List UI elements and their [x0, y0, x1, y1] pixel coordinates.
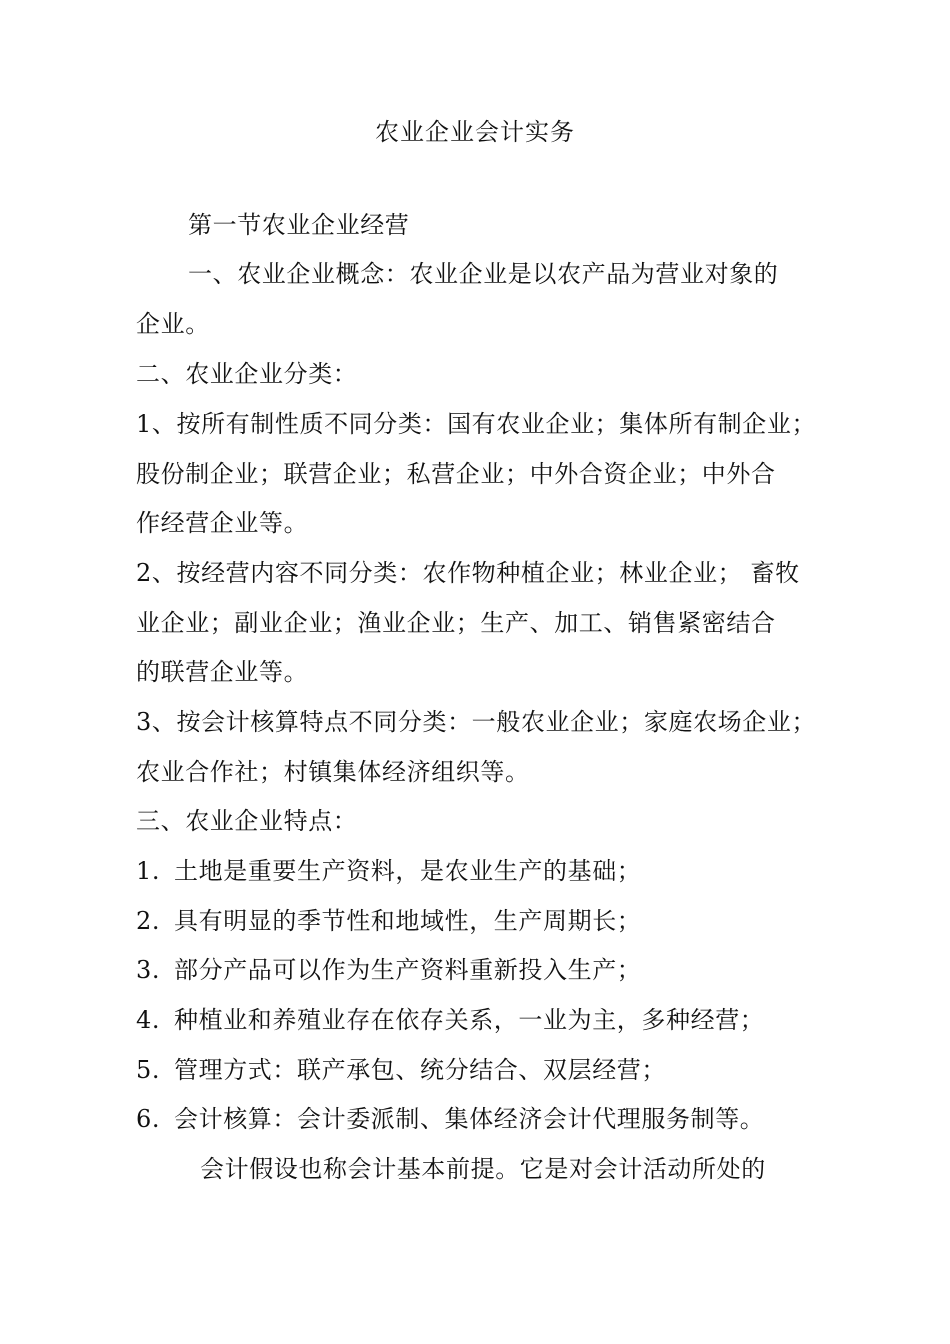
feature-text: 部分产品可以作为生产资料重新投入生产；: [174, 956, 642, 984]
feature-text: 管理方式：联产承包、统分结合、双层经营；: [174, 1056, 666, 1084]
feature-number: 2.: [136, 907, 161, 935]
feature-text: 种植业和养殖业存在依存关系，一业为主，多种经营；: [174, 1006, 765, 1034]
classification-item-2-line-1: 2、按经营内容不同分类：农作物种植企业；林业企业； 畜牧: [136, 559, 800, 587]
classification-item-1-line-3: 作经营企业等。: [136, 509, 309, 537]
feature-item: [136, 853, 641, 889]
feature-item: [136, 1052, 666, 1088]
concept-line-1: 一、农业企业概念：农业企业是以农产品为营业对象的: [188, 260, 779, 288]
feature-number: 1.: [136, 857, 161, 885]
features-heading: 三、农业企业特点：: [136, 807, 358, 835]
section-heading: 第一节农业企业经营: [188, 211, 410, 239]
feature-number: 3.: [136, 956, 161, 984]
classification-item-2-line-3: 的联营企业等。: [136, 658, 309, 686]
classification-item-3-line-2: 农业合作社；村镇集体经济组织等。: [136, 758, 530, 786]
classification-item-3-line-1: 3、按会计核算特点不同分类：一般农业企业；家庭农场企业；: [136, 708, 817, 736]
concept-line-2: 企业。: [136, 310, 210, 338]
feature-item: [136, 1101, 764, 1137]
classification-item-2-line-2: 业企业；副业企业；渔业企业；生产、加工、销售紧密结合: [136, 609, 776, 637]
feature-number: 6.: [136, 1105, 161, 1133]
feature-number: 5.: [136, 1056, 161, 1084]
classification-item-1-line-1: 1、按所有制性质不同分类：国有农业企业；集体所有制企业；: [136, 410, 817, 438]
feature-item: [136, 903, 641, 939]
feature-item: [136, 952, 641, 988]
feature-number: 4.: [136, 1006, 161, 1034]
feature-text: 会计核算：会计委派制、集体经济会计代理服务制等。: [174, 1105, 765, 1133]
document-title: 农业企业会计实务: [375, 118, 575, 146]
closing-paragraph: 会计假设也称会计基本前提。它是对会计活动所处的: [200, 1155, 766, 1183]
feature-text: 具有明显的季节性和地域性，生产周期长；: [174, 907, 642, 935]
feature-item: [136, 1002, 764, 1038]
classification-item-1-line-2: 股份制企业；联营企业；私营企业；中外合资企业；中外合: [136, 460, 776, 488]
feature-text: 土地是重要生产资料，是农业生产的基础；: [174, 857, 642, 885]
classification-heading: 二、农业企业分类：: [136, 360, 358, 388]
